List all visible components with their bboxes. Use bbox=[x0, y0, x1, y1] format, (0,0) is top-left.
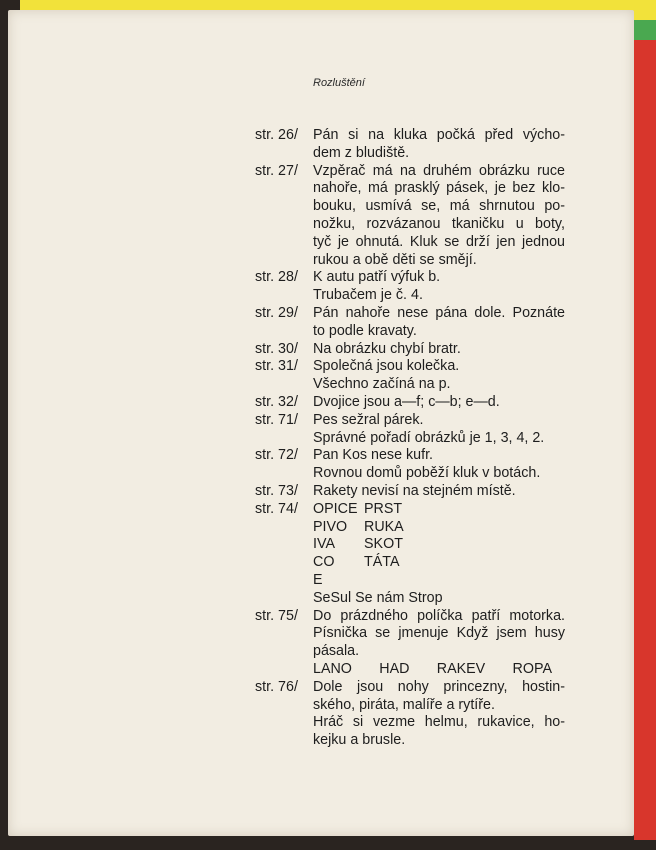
entry-line: Písnička se jmenuje Když jsem husy bbox=[313, 625, 565, 642]
entry-label: str. 71/ bbox=[255, 411, 298, 428]
answer-entry-76 bbox=[255, 679, 567, 750]
word: PRST bbox=[364, 500, 403, 517]
entry-line: ského, piráta, malíře a rytíře. bbox=[313, 696, 495, 713]
answer-entry bbox=[255, 163, 567, 270]
entry-line: Trubačem je č. 4. bbox=[313, 287, 423, 304]
entry-line: Všechno začíná na p. bbox=[313, 376, 451, 393]
entry-label: str. 74/ bbox=[255, 500, 298, 517]
entry-label: str. 28/ bbox=[255, 269, 298, 286]
entry-label: str. 29/ bbox=[255, 304, 298, 321]
word: RUKA bbox=[364, 518, 404, 535]
entry-label: str. 75/ bbox=[255, 607, 298, 624]
entry-label: str. 30/ bbox=[255, 340, 298, 357]
entry-line: Společná jsou kolečka. bbox=[313, 358, 460, 375]
entry-label: str. 26/ bbox=[255, 127, 298, 143]
entry-line: Pán nahoře nese pána dole. Poznáte bbox=[313, 304, 565, 321]
entry-line: Rovnou domů poběží kluk v botách. bbox=[313, 465, 541, 482]
entry-line: Rakety nevisí na stejném místě. bbox=[313, 482, 516, 499]
entry-line: Pes sežral párek. bbox=[313, 411, 424, 428]
word: SKOT bbox=[364, 536, 403, 553]
word: ROPA bbox=[512, 660, 552, 677]
word: IVA bbox=[313, 536, 335, 553]
entry-label: str. 72/ bbox=[255, 447, 298, 464]
entry-line: kejku a brusle. bbox=[313, 732, 406, 749]
entry-label: str. 27/ bbox=[255, 162, 298, 179]
answer-entry bbox=[255, 483, 567, 501]
word: E bbox=[313, 571, 323, 588]
page-title: Rozluštění bbox=[313, 77, 365, 89]
answer-entry bbox=[255, 269, 567, 305]
entry-line: dem z bludiště. bbox=[313, 144, 410, 161]
entry-label: str. 32/ bbox=[255, 393, 298, 410]
entry-line: Správné pořadí obrázků je 1, 3, 4, 2. bbox=[313, 429, 545, 446]
answer-entry bbox=[255, 358, 567, 394]
entry-line: Pán si na kluka počká před výcho- bbox=[313, 127, 565, 143]
entry-line: tyč je ohnutá. Kluk se drží jen jednou bbox=[313, 233, 565, 250]
entry-line: Vzpěrač má na druhém obrázku ruce bbox=[313, 162, 565, 179]
entry-line: bouku, usmívá se, má shrnutou po- bbox=[313, 198, 565, 215]
entry-line: to podle kravaty. bbox=[313, 322, 417, 339]
entry-label: str. 76/ bbox=[255, 678, 298, 695]
entry-line: Pan Kos nese kufr. bbox=[313, 447, 434, 464]
entry-label: str. 31/ bbox=[255, 358, 298, 375]
answer-entry bbox=[255, 305, 567, 341]
word: HAD bbox=[379, 660, 410, 677]
word: TÁTA bbox=[364, 554, 400, 571]
word: LANO bbox=[313, 660, 352, 677]
answer-entry bbox=[255, 412, 567, 448]
answer-entry bbox=[255, 341, 567, 359]
entry-line: SeSul Se nám Strop bbox=[313, 589, 443, 606]
answer-entry bbox=[255, 127, 567, 163]
entry-line: Do prázdného políčka patří motorka. bbox=[313, 607, 565, 624]
word: OPICE bbox=[313, 500, 358, 517]
entry-line: Dvojice jsou a—f; c—b; e—d. bbox=[313, 393, 500, 410]
entry-line: rukou a obě děti se smějí. bbox=[313, 251, 477, 268]
entry-line: Hráč si vezme helmu, rukavice, ho- bbox=[313, 714, 565, 731]
answer-entry-74 bbox=[255, 501, 567, 608]
word: CO bbox=[313, 554, 335, 571]
answer-entry bbox=[255, 394, 567, 412]
entry-line: nahoře, má prasklý pásek, je bez klo- bbox=[313, 180, 565, 197]
word: PIVO bbox=[313, 518, 348, 535]
entry-line: K autu patří výfuk b. bbox=[313, 269, 441, 286]
answers-list bbox=[255, 127, 567, 750]
entry-label: str. 73/ bbox=[255, 482, 298, 499]
entry-line: nožku, rozvázanou tkaničku u boty, bbox=[313, 215, 565, 232]
answer-entry-75 bbox=[255, 608, 567, 679]
entry-line: Na obrázku chybí bratr. bbox=[313, 340, 461, 357]
word: RAKEV bbox=[436, 660, 486, 677]
entry-line: Dole jsou nohy princezny, hostin- bbox=[313, 678, 565, 695]
answer-entry bbox=[255, 447, 567, 483]
book-edge-red bbox=[634, 40, 656, 840]
entry-line: pásala. bbox=[313, 643, 360, 660]
